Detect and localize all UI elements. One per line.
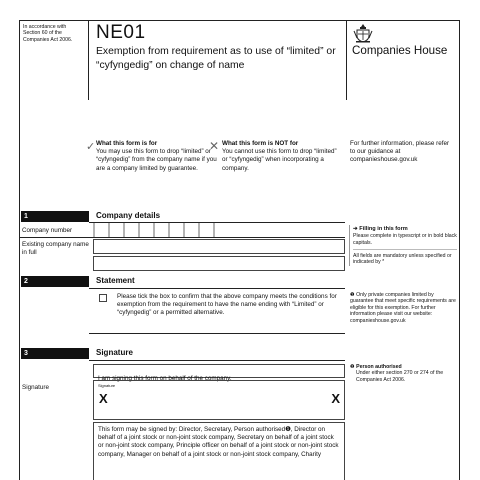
- form-code: NE01: [96, 22, 146, 43]
- info-circle-icon: ❶: [350, 292, 355, 298]
- form-title: Exemption from requirement as to use of “limited” or “cyfyngedig” on change of name: [96, 46, 336, 71]
- filling-note: [349, 225, 461, 266]
- info-text: For further information, please refer to our guidance at companieshouse.gov.uk: [350, 140, 450, 164]
- filling-note-rule: [353, 249, 457, 250]
- accordance-text: In accordance with Section 60 of the Companies Act 2006.: [23, 24, 73, 43]
- section-2-bottom-rule: [89, 333, 345, 334]
- not-for-block: [222, 140, 342, 173]
- is-for-block: [96, 140, 221, 173]
- signature-x-left: X: [99, 391, 108, 406]
- person-authorised-title-text: Person authorised: [356, 364, 402, 370]
- existing-name-label: Existing company name in full: [22, 241, 89, 257]
- signing-statement: I am signing this form on behalf of the company.: [98, 375, 232, 382]
- filling-note-title: ➔ Filling in this form: [353, 226, 408, 232]
- statement-text: Please tick the box to confirm that the above company meets the conditions for exemption from the requirement to have the name ending with “Limited” or “cyfyngedig” or a permitted alternative.: [117, 293, 337, 317]
- not-for-title: What this form is NOT for: [222, 140, 299, 147]
- section-2-title: Statement: [96, 276, 135, 285]
- existing-name-field-1[interactable]: [93, 239, 345, 254]
- section-1-title: Company details: [96, 211, 161, 220]
- header-divider-right: [346, 20, 347, 100]
- section-2-rule: [89, 288, 345, 289]
- check-icon: ✓: [86, 141, 96, 153]
- signature-small-label: Signature: [98, 383, 116, 388]
- signature-box[interactable]: [93, 380, 345, 420]
- filling-note-title-text: Filling in this form: [359, 226, 408, 232]
- info-circle-icon-2: ❷: [350, 364, 355, 370]
- section-3-number: 3: [21, 348, 89, 359]
- company-number-label: Company number: [22, 227, 73, 234]
- person-authorised-note: [350, 364, 456, 383]
- is-for-title: What this form is for: [96, 140, 158, 147]
- header-divider: [88, 20, 89, 100]
- top-border: [19, 20, 460, 21]
- signature-label: Signature: [22, 384, 49, 391]
- exemption-note: [350, 292, 456, 324]
- section-1-number: 1: [21, 211, 89, 222]
- section-3-rule: [89, 360, 345, 361]
- signed-by-text: This form may be signed by: Director, Secretary, Person authorised❶, Director on behalf of a joint stock or non-joint stock company, Secretary on behalf of a joint stock or non-joint stock company, Principle officer on behalf of a joint stock or non-joint stock company, Manager on behalf of a joint stock or non-joint stock company, Charity: [98, 426, 339, 458]
- person-authorised-text: Under either section 270 or 274 of the Companies Act 2006.: [356, 370, 444, 383]
- filling-note-text1: Please complete in typescript or in bold black capitals.: [353, 233, 457, 246]
- brand-name: Companies House: [352, 44, 448, 57]
- filling-note-text2: All fields are mandatory unless specified or indicated by *: [353, 253, 452, 266]
- left-border: [19, 20, 20, 480]
- signed-by-box: [93, 422, 345, 480]
- signature-x-right: X: [331, 391, 340, 406]
- section-2-number: 2: [21, 276, 89, 287]
- cross-icon: ✕: [209, 139, 220, 153]
- not-for-text: You cannot use this form to drop “limited” or “cyfyngedig” when incorporating a company.: [222, 148, 337, 172]
- is-for-text: You may use this form to drop “limited” or “cyfyngedig” from the company name if you are a company limited by guarantee.: [96, 148, 217, 172]
- existing-name-field-2[interactable]: [93, 256, 345, 271]
- signing-statement-box: [93, 364, 345, 382]
- exemption-note-text: Only private companies limited by guarantee that meet specific requirements are eligible for this exemption. For further information please visit our website: companieshouse.gov.uk: [350, 292, 456, 324]
- section-3-title: Signature: [96, 348, 133, 357]
- statement-checkbox[interactable]: [99, 294, 107, 302]
